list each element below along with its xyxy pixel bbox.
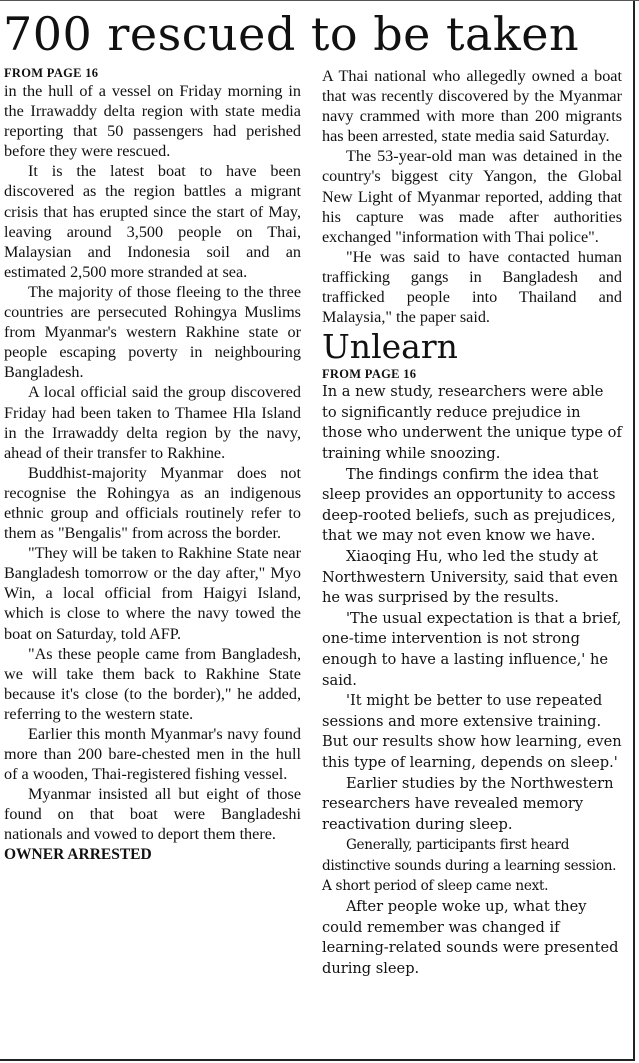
article-paragraph: In a new study, researchers were able to significantly reduce prejudice in those who underwent the unique type of training while snoozing.: [322, 383, 622, 462]
article-headline: 700 rescued to be taken: [3, 7, 580, 61]
article-paragraph: A local official said the group discovered Friday had been taken to Thamee Hla Island in the Irrawaddy delta region by the navy, ahead of their transfer to Rakhine.: [4, 383, 301, 462]
article-paragraph: The findings confirm the idea that sleep provides an opportunity to access deep-rooted beliefs, such as prejudices, that we may not even know we have.: [322, 465, 616, 545]
article-paragraph: A Thai national who allegedly owned a boat that was recently discovered by the Myanmar navy crammed with more than 200 migrants has been arrested, state media said Saturday.: [322, 67, 622, 146]
second-article-headline: Unlearn: [322, 327, 458, 367]
article-paragraph: The 53-year-old man was detained in the country's biggest city Yangon, the Global New Light of Myanmar reported, adding that his capture was made after authorities exchanged "information with Thai police".: [322, 147, 622, 246]
continuation-kicker: FROM PAGE 16: [4, 66, 99, 80]
left-column: [4, 66, 301, 865]
article-paragraph: The majority of those fleeing to the three countries are persecuted Rohingya Muslims from Myanmar's western Rakhine state or people escaping poverty in neighbouring Bangladesh.: [4, 282, 301, 382]
article-paragraph: "They will be taken to Rakhine State near Bangladesh tomorrow or the day after," Myo Win, a local official from Haigyi Island, which is close to where the navy towed the boat on Saturday, told AFP.: [4, 544, 301, 643]
article-paragraph: 'It might be better to use repeated sessions and more extensive training. But our results show how learning, even this type of learning, depends on sleep.': [322, 692, 622, 771]
article-paragraph: After people woke up, what they could remember was changed if learning-related sounds were presented during sleep.: [322, 898, 619, 977]
continuation-kicker: FROM PAGE 16: [322, 367, 417, 382]
second-article-body: [322, 382, 622, 979]
article-paragraph: Earlier this month Myanmar's navy found more than 200 bare-chested men in the hull of a wooden, Thai-registered fishing vessel.: [4, 725, 301, 784]
article-paragraph: Generally, participants first heard distinctive sounds during a learning session. A short period of sleep came next.: [322, 837, 617, 895]
article-paragraph: "As these people came from Bangladesh, we will take them back to Rakhine State because it's close (to the border)," he added, referring to the western state.: [4, 644, 301, 723]
article-paragraph: in the hull of a vessel on Friday morning in the Irrawaddy delta region with state media reporting that 50 passengers had perished before they were rescued.: [4, 82, 301, 161]
section-subhead: OWNER ARRESTED: [4, 845, 152, 863]
article-paragraph: Myanmar insisted all but eight of those found on that boat were Bangladeshi nationals and vowed to deport them there.: [4, 785, 301, 844]
right-column: [322, 66, 622, 979]
article-paragraph: Xiaoqing Hu, who led the study at Northwestern University, said that even he was surprised by the results.: [322, 547, 618, 607]
top-rule: [0, 0, 639, 1]
article-paragraph: "He was said to have contacted human trafficking gangs in Bangladesh and trafficked people into Thailand and Malaysia," the paper said.: [322, 247, 622, 327]
article-paragraph: It is the latest boat to have been discovered as the region battles a migrant crisis that has erupted since the start of May, leaving around 3,500 people on Thai, Malaysian and Indonesia soil and an estimated 2,500 more stranded at sea.: [4, 162, 301, 281]
article-paragraph: Earlier studies by the Northwestern researchers have revealed memory reactivation during sleep.: [322, 774, 614, 833]
article-paragraph: Buddhist-majority Myanmar does not recognise the Rohingya as an indigenous ethnic group and officials routinely refer to them as "Bengalis" from across the border.: [4, 463, 301, 543]
article-paragraph: 'The usual expectation is that a brief, one-time intervention is not strong enough to have a lasting influence,' he said.: [322, 609, 622, 689]
